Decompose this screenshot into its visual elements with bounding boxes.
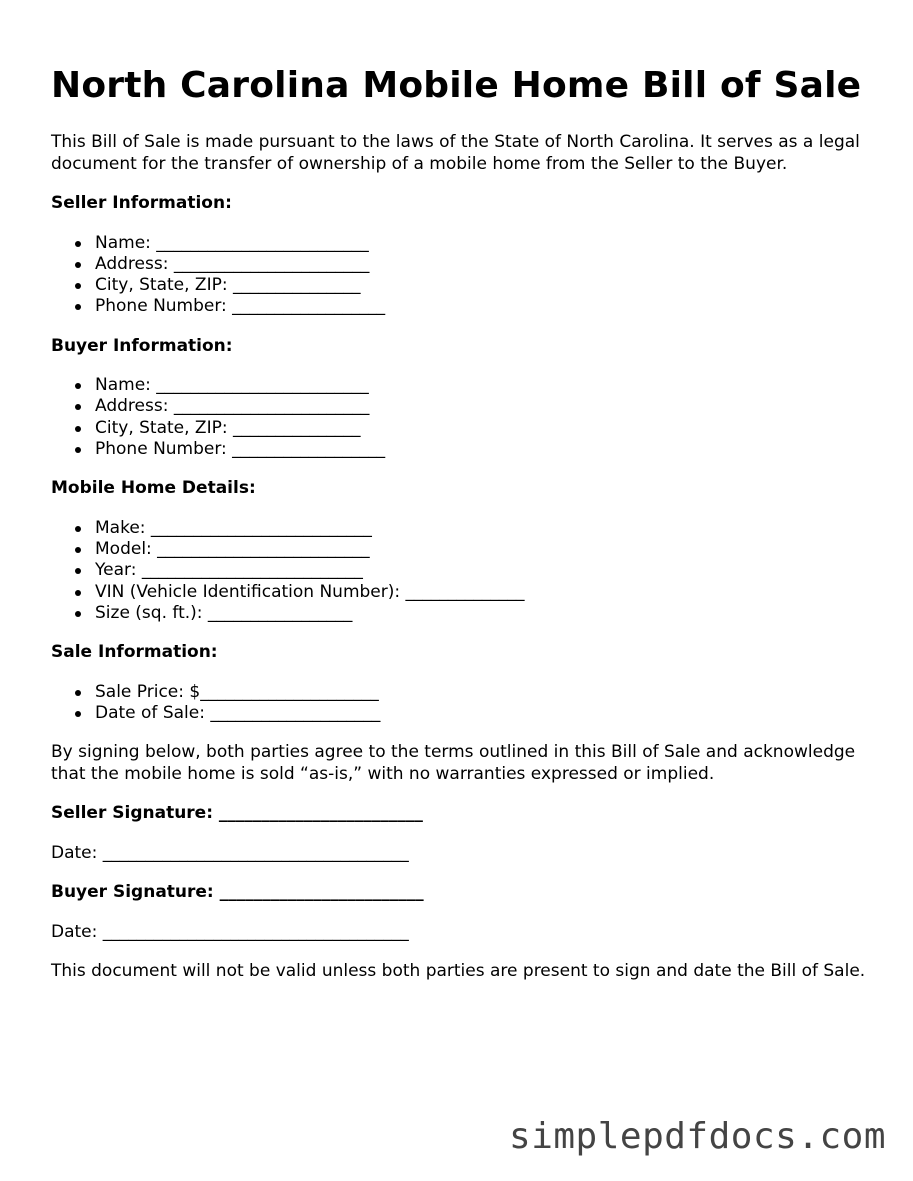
seller-date-field[interactable]: Date: ____________________________________ (51, 842, 409, 863)
watermark: simplepdfdocs.com (509, 1116, 886, 1157)
make-field[interactable]: Make: __________________________ (95, 518, 866, 539)
document-title: North Carolina Mobile Home Bill of Sale (51, 65, 862, 106)
sale-price-field[interactable]: Sale Price: $_____________________ (95, 682, 866, 703)
buyer-phone-field[interactable]: Phone Number: __________________ (95, 439, 866, 460)
document-page (51, 62, 866, 983)
year-field[interactable]: Year: __________________________ (95, 560, 866, 581)
buyer-address-field[interactable]: Address: _______________________ (95, 396, 866, 417)
sale-fields-list (51, 682, 866, 725)
size-field[interactable]: Size (sq. ft.): _________________ (95, 603, 866, 624)
seller-signature-field[interactable]: Seller Signature: ________________________ (51, 803, 423, 824)
seller-name-field[interactable]: Name: _________________________ (95, 233, 866, 254)
date-of-sale-field[interactable]: Date of Sale: ____________________ (95, 703, 866, 724)
buyer-signature-field[interactable]: Buyer Signature: ________________________ (51, 882, 424, 903)
seller-city-state-zip-field[interactable]: City, State, ZIP: _______________ (95, 275, 866, 296)
seller-phone-field[interactable]: Phone Number: __________________ (95, 296, 866, 317)
buyer-name-field[interactable]: Name: _________________________ (95, 375, 866, 396)
model-field[interactable]: Model: _________________________ (95, 539, 866, 560)
buyer-section-heading: Buyer Information: (51, 335, 233, 356)
mobile-home-section-heading: Mobile Home Details: (51, 478, 256, 499)
sale-section-heading: Sale Information: (51, 642, 218, 663)
buyer-city-state-zip-field[interactable]: City, State, ZIP: _______________ (95, 418, 866, 439)
seller-section-heading: Seller Information: (51, 193, 232, 213)
buyer-fields-list (51, 375, 866, 460)
seller-address-field[interactable]: Address: _______________________ (95, 254, 866, 275)
seller-fields-list (51, 233, 866, 318)
buyer-date-field[interactable]: Date: ____________________________________ (51, 921, 409, 942)
vin-field[interactable]: VIN (Vehicle Identification Number): ______________ (95, 582, 866, 603)
mobile-home-fields-list (51, 518, 866, 624)
agreement-paragraph: By signing below, both parties agree to the terms outlined in this Bill of Sale and acknowledge that the mobile home is sold “as-is,” with no warranties expressed or implied. (51, 742, 856, 784)
intro-paragraph: This Bill of Sale is made pursuant to the laws of the State of North Carolina. It serves as a legal document for the transfer of ownership of a mobile home from the Seller to the Buyer. (51, 132, 860, 174)
closing-note: This document will not be valid unless both parties are present to sign and date the Bill of Sale. (51, 961, 866, 982)
